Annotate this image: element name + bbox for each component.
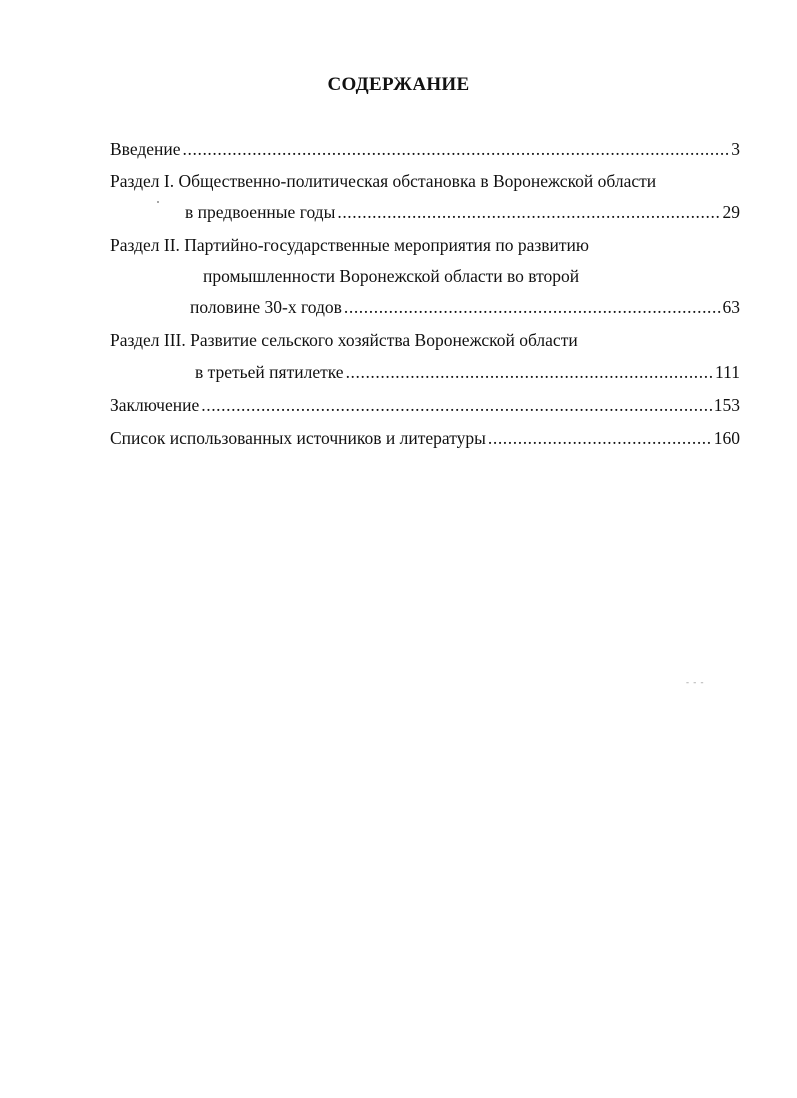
toc-page-number: 3 [731,139,740,159]
page-title: СОДЕРЖАНИЕ [327,74,470,95]
toc-entry-section2-line2: промышленности Воронежской области во второй [203,266,580,286]
toc-entry-sources [110,427,740,449]
toc-entry-intro [110,138,740,160]
toc-dot-leader [488,427,712,449]
toc-page-number: 63 [722,297,740,317]
toc-dot-leader [346,361,713,383]
scan-speck [157,201,159,203]
toc-entry-label: половине 30-х годов [190,297,342,317]
margin-mark: - - - [686,677,705,687]
toc-entry-section1-line1: Раздел I. Общественно-политическая обстановка в Воронежской области [110,171,657,191]
toc-page-number: 29 [722,202,740,222]
toc-entry-section3 [195,361,740,383]
toc-page-number: 111 [715,362,740,382]
toc-page-number: 160 [713,428,740,448]
toc-entry-label: Список использованных источников и литературы [110,428,486,448]
toc-dot-leader [337,201,720,223]
toc-entry-label: Заключение [110,395,200,415]
toc-dot-leader [201,394,712,416]
toc-entry-section2 [190,296,740,318]
toc-entry-label: в третьей пятилетке [195,362,344,382]
toc-entry-label: Введение [110,139,181,159]
toc-dot-leader [344,296,721,318]
toc-entry-section1 [185,201,740,223]
toc-page-number: 153 [713,395,740,415]
toc-entry-conclusion [110,394,740,416]
toc-entry-section3-line1: Раздел III. Развитие сельского хозяйства Воронежской области [110,330,578,350]
toc-entry-section2-line1: Раздел II. Партийно-государственные мероприятия по развитию [110,235,589,255]
toc-dot-leader [183,138,730,160]
toc-entry-label: в предвоенные годы [185,202,336,222]
